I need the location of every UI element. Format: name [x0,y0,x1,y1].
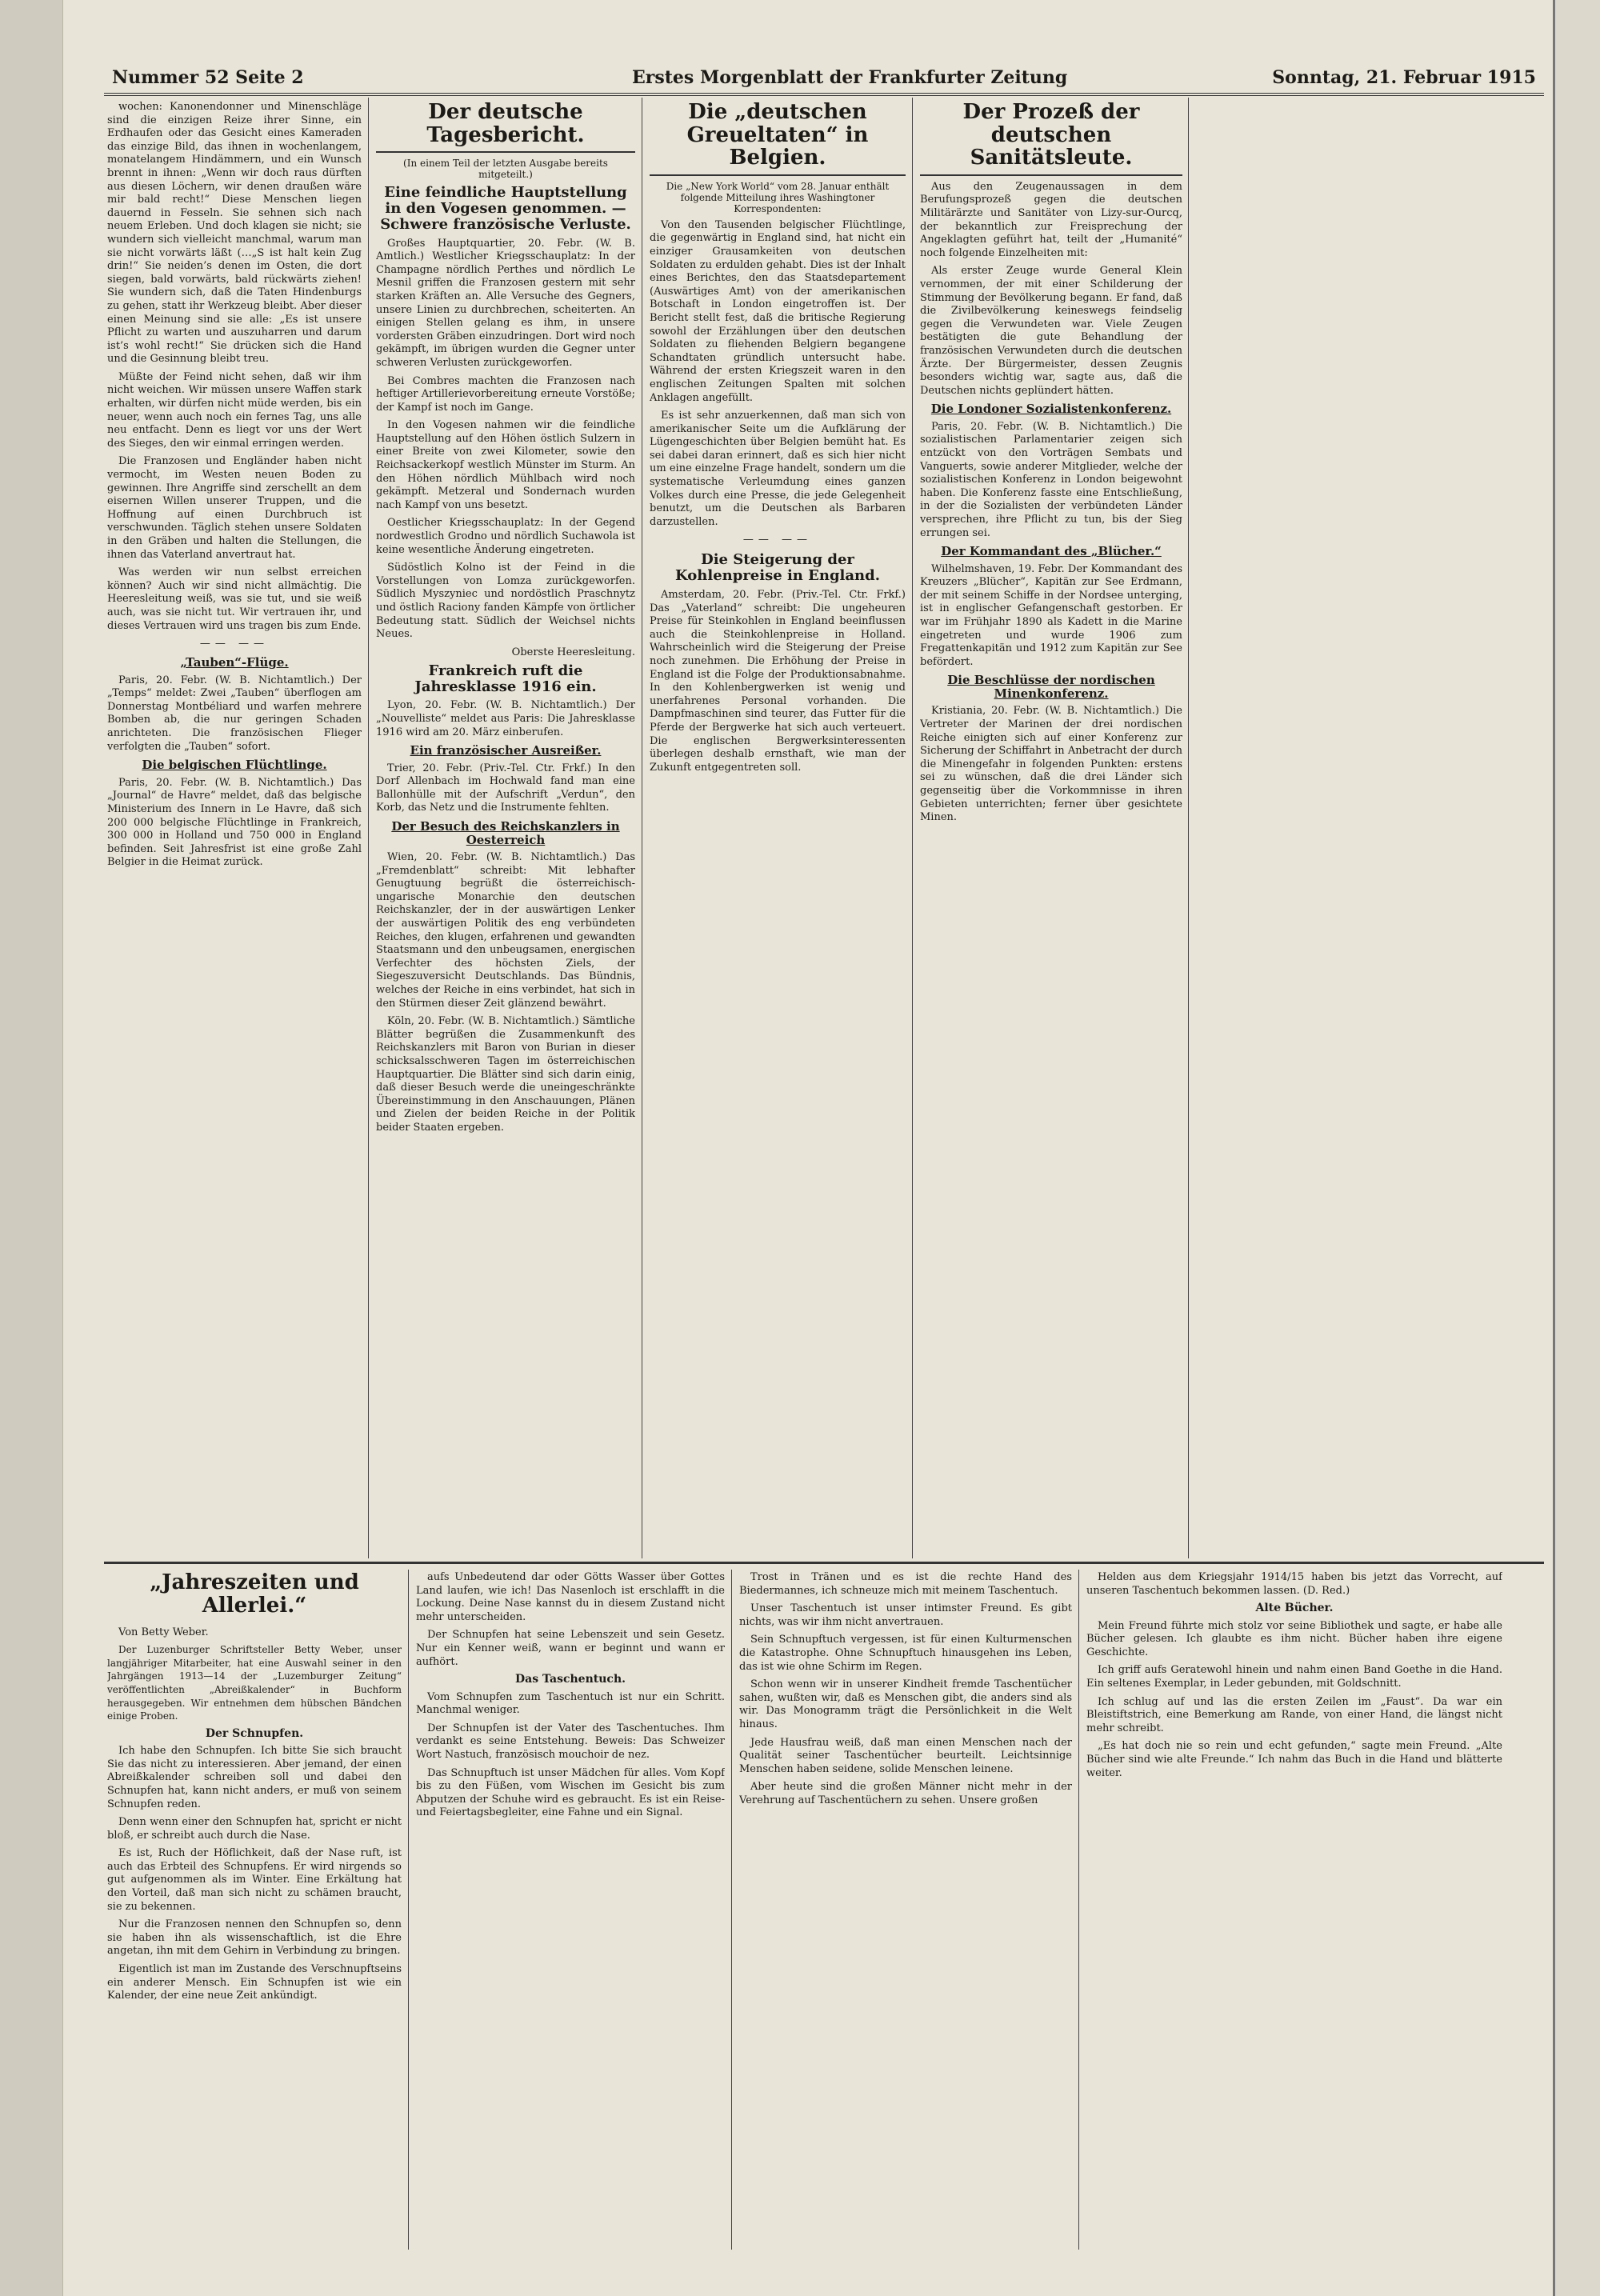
paragraph: wochen: Kanonendonner und Minenschläge sind die einzigen Reize ihrer Sinne, ein Erdhaufen oder das Gesicht eines Kameraden das einzige Bild, das ihnen in wochenlangem, monatelangem Hindämmern, und ein Wunsch brennt in ihnen: „Wenn wir doch raus dürften aus diesen Löchern, wir denen draußen wäre mir bald recht!“ Diese Menschen liegen dauernd in Fesseln. Sie sehnen sich nach neuem Erleben. Und doch klagen sie nicht; sie wundern sich vielleicht manchmal, warum man sie nicht vorwärts läßt (…„S ist halt kein Zug drin!“ Sie neiden’s denen im Osten, die dort siegen, bald vorwärts, bald rückwärts ziehen! Sie wundern sich, daß die Taten Hindenburgs zu gehen, statt ihr Werkzeug bleibt. Aber dieser einen Meinung sind sie alle: „Es ist unsere Pflicht zu warten und auszuharren und darum ist’s wohl recht!“ Sie drücken sich die Hand und die Gesinnung bleibt treu. [107,101,362,366]
feuilleton-column-2 [416,1571,725,2251]
paragraph: Kristiania, 20. Febr. (W. B. Nichtamtlich.) Die Vertreter der Marinen der drei nordischen Reiche einigten sich auf einer Konferenz zur Sicherung der Schiffahrt in Anbetracht der durch die Minengefahr in folgenden Punkten: erstens sei zu wünschen, daß die drei Länder sich gegenseitig über die Vorkommnisse in ihren Gebieten unterrichten; ferner über gesichtete Minen. [920,705,1182,824]
paragraph: Aus den Zeugenaussagen in dem Berufungsprozeß gegen die deutschen Militärärzte und Sanitäter von Lizy-sur-Ourcq, der bekanntlich zur Freisprechung der Angeklagten geführt hat, teilt der „Humanité“ noch folgende Einzelheiten mit: [920,180,1182,259]
feuilleton-title: „Jahreszeiten und Allerlei.“ [150,1571,359,1618]
paragraph: Bei Combres machten die Franzosen nach heftiger Artillerievorbereitung erneute Vorstöße; der Kampf ist noch im Gange. [376,374,635,414]
adjacent-page-edge [1553,0,1600,2296]
paragraph: Die Franzosen und Engländer haben nicht vermocht, im Westen neuen Boden zu gewinnen. Ihre Angriffe sind zerschellt an dem eisernen Willen unserer Truppen, und die Hoffnung auf einen Durchbruch ist verschwunden. Täglich stehen unsere Soldaten in den Gräben und halten die Stellungen, die ihnen das Vaterland anvertraut hat. [107,455,362,561]
paragraph: Unser Taschentuch ist unser intimster Freund. Es gibt nichts, was wir ihm nicht anvertrauen. [739,1602,1072,1628]
paragraph: Lyon, 20. Febr. (W. B. Nichtamtlich.) Der „Nouvelliste“ meldet aus Paris: Die Jahresklasse 1916 wird am 20. März einberufen. [376,699,635,738]
issue-date: Sonntag, 21. Februar 1915 [1272,67,1536,88]
paragraph: Aber heute sind die großen Männer nicht mehr in der Verehrung auf Taschentüchern zu sehen. Unsere großen [739,1781,1072,1806]
headline: Frankreich ruft die Jahresklasse 1916 ein. [414,662,597,695]
headline: Die Steigerung der Kohlenpreise in England. [675,551,880,585]
paragraph: Das Schnupftuch ist unser Mädchen für alles. Vom Kopf bis zu den Füßen, vom Wischen im Gesicht bis zum Abputzen der Schuhe wird es gebraucht. Es ist ein Reise- und Feiertagsbegleiter, eine Fahne und ein Signal. [416,1766,725,1819]
paragraph: Müßte der Feind nicht sehen, daß wir ihm nicht weichen. Wir müssen unsere Waffen stark erhalten, wir dürfen nicht müde werden, bis ein neuer, wenn auch noch ein fernes Tag, uns alle neu entfacht. Denn es liegt vor uns der Wert des Sieges, den wir einmal erringen werden. [107,370,362,450]
paragraph: Ich schlug auf und las die ersten Zeilen im „Faust“. Da war ein Bleistiftstrich, eine Bemerkung am Rande, von einer Hand, die längst nicht mehr schreibt. [1086,1695,1502,1734]
newspaper-title: Erstes Morgenblatt der Frankfurter Zeitung [632,67,1068,88]
paragraph: Von den Tausenden belgischer Flüchtlinge, die gegenwärtig in England sind, hat nicht ein einziger Grausamkeiten von deutschen Soldaten zu erdulden gehabt. Dies ist der Inhalt eines Berichtes, den das Staatsdepartement (Auswärtiges Amt) von der amerikanischen Botschaft in London eingetroffen ist. Der Bericht stellt fest, daß die britische Regierung sowohl der Erzählungen über den deutschen Soldaten zu fliehenden Belgiern begangene Schandtaten gründlich untersucht habe. Während der ersten Kriegszeit waren in den englischen Zeitungen Spalten mit solchen Anklagen angefüllt. [650,218,906,404]
article-column-2 [376,101,635,1555]
masthead [104,62,1544,96]
headline: „Tauben“-Flüge. [180,655,289,670]
headline: Ein französischer Ausreißer. [410,743,602,758]
page-number: Nummer 52 Seite 2 [112,67,304,88]
paragraph: „Es hat doch nie so rein und echt gefunden,“ sagte mein Freund. „Alte Bücher sind wie alte Freunde.“ Ich nahm das Buch in die Hand und blätterte weiter. [1086,1740,1502,1779]
article-title: Die „deutschen Greueltaten“ in Belgien. [650,101,906,176]
column-rule [731,1570,732,2250]
article-column-1 [107,101,362,1555]
paragraph: Vom Schnupfen zum Taschentuch ist nur ein Schritt. Manchmal weniger. [416,1690,725,1717]
paragraph: Wien, 20. Febr. (W. B. Nichtamtlich.) Das „Fremdenblatt“ schreibt: Mit lebhafter Genugtuung begrüßt die österreichisch-ungarische Monarchie den deutschen Reichskanzler, der in der auswärtigen Lenker der auswärtigen Politik des eng verbündeten Reiches, den klugen, erfahrenen und gewandten Staatsmann und den unbeugsamen, energischen Verfechter des höchsten Ziels, der Siegeszuversicht Deutschlands. Das Bündnis, welches der Reiche in eins verbindet, hat sich in den Stürmen dieser Zeit glänzend bewährt. [376,851,635,1010]
feuilleton-divider [104,1562,1544,1564]
signature: Oberste Heeresleitung. [511,646,635,658]
paragraph: Was werden wir nun selbst erreichen können? Auch wir sind nicht allmächtig. Die Heeresleitung weiß, was sie tut, und sie weiß auch, was sie nicht tut. Wir vertrauen ihr, und dieses Vertrauen wird uns tragen bis zum Ende. [107,566,362,632]
feuilleton-column-4 [1086,1571,1502,2251]
paragraph: Es ist, Ruch der Höflichkeit, daß der Nase ruft, ist auch das Erbteil des Schnupfens. Er wird nirgends so gut aufgenommen als im Winter. Eine Erkältung hat den Vorteil, daß man sich nicht zu schämen braucht, sie zu bekennen. [107,1847,402,1913]
article-note: Die „New York World“ vom 28. Januar enthält folgende Mitteilung ihres Washingtoner Korrespondenten: [666,180,890,214]
paragraph: Amsterdam, 20. Febr. (Priv.-Tel. Ctr. Frkf.) Das „Vaterland“ schreibt: Die ungeheuren Preise für Steinkohlen in England beeinflussen auch die Steinkohlenpreise in Holland. Wahrscheinlich wird die Steigerung der Preise noch zunehmen. Die Erhöhung der Preise in England ist die Folge der Produktionsabnahme. In den Kohlenbergwerken ist wenig und unerfahrenes Personal vorhanden. Die Dampfmaschinen sind teurer, das Futter für die Pferde der Bergwerke hat sich auch verteuert. Die englischen Bergwerksinteressenten überlegen deshalb ernsthaft, wie man der Zukunft entgegentreten soll. [650,589,906,774]
column-rule [912,98,913,1558]
paragraph: Südöstlich Kolno ist der Feind in die Vorstellungen von Lomza zurückgeworfen. Südlich Myszyniec und nordöstlich Praschnytz und östlich Raciony fanden Kämpfe von örtlicher Bedeutung statt. Südlich der Weichsel nichts Neues. [376,562,635,641]
paragraph: Der Luzenburger Schriftsteller Betty Weber, unser langjähriger Mitarbeiter, hat eine Auswahl seiner in den Jahrgängen 1913—14 der „Luzemburger Zeitung“ veröffentlichten „Abreißkalender“ in Buchform herausgegeben. Wir entnehmen dem hübschen Bändchen einige Proben. [107,1644,402,1722]
article-note: (In einem Teil der letzten Ausgabe bereits mitgeteilt.) [403,158,608,181]
paragraph: Nur die Franzosen nennen den Schnupfen so, denn sie haben ihn als wissenschaftlich, ist die Ehre angetan, ihn mit dem Gehirn in Verbindung zu bringen. [107,1918,402,1958]
paragraph: Paris, 20. Febr. (W. B. Nichtamtlich.) Die sozialistischen Parlamentarier zeigen sich entzückt von den Vorträgen Sembats und Vanguerts, sowie anderer Mitglieder, welche der sozialistischen Konferenz in London beigewohnt haben. Die Konferenz fasste eine Entschließung, in der die Sozialisten der verbündeten Länder versprechen, ihre Pflicht zu tun, bis der Sieg errungen sei. [920,420,1182,539]
paragraph: Oestlicher Kriegsschauplatz: In der Gegend nordwestlich Grodno und nördlich Suchawola ist keine wesentliche Änderung eingetreten. [376,517,635,556]
paragraph: Eigentlich ist man im Zustande des Verschnupftseins ein anderer Mensch. Ein Schnupfen ist wie ein Kalender, der eine neue Zeit ankündigt. [107,1963,402,2002]
paragraph: Köln, 20. Febr. (W. B. Nichtamtlich.) Sämtliche Blätter begrüßen die Zusammenkunft des Reichskanzlers mit Baron von Burian in dieser schicksalsschweren Tagen im österreichischen Hauptquartier. Die Blätter sind sich darin einig, daß dieser Besuch werde die uneingeschränkte Übereinstimmung in den Anschauungen, Plänen und Zielen der beiden Reiche in der Politik beider Staaten ergeben. [376,1015,635,1134]
section-heading: Alte Bücher. [1255,1602,1334,1615]
paragraph: Als erster Zeuge wurde General Klein vernommen, der mit einer Schilderung der Stimmung der Bevölkerung begann. Er fand, daß die Zivilbevölkerung keineswegs feindselig gegen die Verwundeten war. Viele Zeugen bestätigten die gute Behandlung der französischen Verwundeten durch die deutschen Ärzte. Der Bürgermeister, dessen Zeugnis besonders wichtig war, sagte aus, daß die Deutschen nichts geplündert hätten. [920,265,1182,397]
headline: Die Beschlüsse der nordischen Minenkonferenz. [947,673,1155,701]
article-column-4 [920,101,1182,1555]
article-title: Der Prozeß der deutschen Sanitätsleute. [920,101,1182,176]
column-rule [368,98,369,1558]
feuilleton-column-1 [107,1571,402,2251]
newspaper-sheet [104,62,1544,2254]
section-heading: Das Taschentuch. [514,1673,626,1686]
paragraph: Sein Schnupftuch vergessen, ist für einen Kulturmenschen die Katastrophe. Ohne Schnupftuch hinausgehen ins Leben, das ist wie ohne Schirm im Regen. [739,1634,1072,1673]
paragraph: In den Vogesen nahmen wir die feindliche Hauptstellung auf den Höhen östlich Sulzern in einer Breite von zwei Kilometer, sowie den Reichsackerkopf westlich Münster im Sturm. An den Höhen nördlich Mühlbach wird noch gekämpft. Metzeral und Sondernach wurden nach Kampf von uns besetzt. [376,419,635,511]
article-title: Der deutsche Tagesbericht. [376,101,635,153]
section-heading: Der Schnupfen. [205,1726,304,1740]
paragraph: Ich griff aufs Geratewohl hinein und nahm einen Band Goethe in die Hand. Ein seltenes Exemplar, in Leder gebunden, mit Goldschnitt. [1086,1664,1502,1690]
headline: Die Londoner Sozialistenkonferenz. [930,402,1172,417]
column-rule [408,1570,409,2250]
paragraph: Paris, 20. Febr. (W. B. Nichtamtlich.) Der „Temps“ meldet: Zwei „Tauben“ überflogen am Donnerstag Montbéliard und warfen mehrere Bomben ab, die nur geringen Schaden anrichteten. Die französischen Flieger verfolgten die „Tauben“ sofort. [107,674,362,753]
paragraph: Schon wenn wir in unserer Kindheit fremde Taschentücher sahen, wußten wir, daß es Menschen gibt, die anders sind als wir. Das Monogramm trägt die Persönlichkeit in die Welt hinaus. [739,1678,1072,1730]
feuilleton-column-3 [739,1571,1072,2251]
paragraph: Es ist sehr anzuerkennen, daß man sich von amerikanischer Seite um die Aufklärung der Lügengeschichten über Belgien bemüht hat. Es sei dabei daran erinnert, daß es sich hier nicht um eine einzelne Frage handelt, sondern um die systematische Verleumdung eines ganzen Volkes durch eine Presse, die jede Gelegenheit benutzt, um die Deutschen als Barbaren darzustellen. [650,410,906,528]
paragraph: Trost in Tränen und es ist die rechte Hand des Biedermannes, ich schneuze mich mit meinem Taschentuch. [739,1571,1072,1597]
paragraph: Der Schnupfen hat seine Lebenszeit und sein Gesetz. Nur ein Kenner weiß, wann er beginnt und wann er aufhört. [416,1629,725,1668]
paragraph: Ich habe den Schnupfen. Ich bitte Sie sich braucht Sie das nicht zu interessieren. Aber jemand, der einen Abreißkalender schreiben soll und dabei den Schnupfen hat, kann nicht anders, er muß von seinem Schnupfen reden. [107,1745,402,1810]
paragraph: Wilhelmshaven, 19. Febr. Der Kommandant des Kreuzers „Blücher“, Kapitän zur See Erdmann, der mit seinem Schiffe in der Nordsee unterging, ist in englischer Gefangenschaft gestorben. Er war im Frühjahr 1890 als Kadett in die Marine eingetreten und wurde 1906 zum Fregattenkapitän und 1912 zum Kapitän zur See befördert. [920,562,1182,668]
paragraph: Trier, 20. Febr. (Priv.-Tel. Ctr. Frkf.) In den Dorf Allenbach im Hochwald fand man eine Ballonhülle mit der Aufschrift „Verdun“, den Korb, das Netz und die Instrumente fehlten. [376,762,635,814]
section-divider: —— —— [742,534,813,546]
headline: Der Kommandant des „Blücher.“ [941,544,1162,559]
paragraph: Jede Hausfrau weiß, daß man einen Menschen nach der Qualität seiner Taschentücher beurteilt. Leichtsinnige Menschen haben seidene, solide Menschen leinene. [739,1736,1072,1775]
headline: Eine feindliche Hauptstellung in den Vogesen genommen. — Schwere französische Verluste. [380,184,631,233]
paragraph: Denn wenn einer den Schnupfen hat, spricht er nicht bloß, er schreibt auch durch die Nase. [107,1816,402,1842]
paragraph: Großes Hauptquartier, 20. Febr. (W. B. Amtlich.) Westlicher Kriegsschauplatz: In der Champagne nördlich Perthes und nördlich Le Mesnil griffen die Franzosen gestern mit sehr starken Kräften an. Alle Versuche des Gegners, unsere Linien zu durchbrechen, scheiterten. An einigen Stellen gelang es ihm, in unsere vordersten Gräben einzudringen. Dort wird noch gekämpft, im übrigen wurden die Gegner unter schweren Verlusten zurückgeworfen. [376,237,635,369]
article-column-3 [650,101,906,1555]
column-rule [1188,98,1189,1558]
paragraph: Mein Freund führte mich stolz vor seine Bibliothek und sagte, er habe alle Bücher gelesen. Ich glaubte es ihm nicht. Bücher haben ihre eigene Geschichte. [1086,1619,1502,1658]
section-divider: —— —— [199,638,270,650]
paragraph: aufs Unbedeutend dar oder Götts Wasser über Gottes Land laufen, wie ich! Das Nasenloch ist erschlafft in die Lockung. Deine Nase kannst du in diesem Zustand nicht mehr unterscheiden. [416,1571,725,1623]
headline: Der Besuch des Reichskanzlers in Oesterreich [391,819,620,847]
column-rule [1078,1570,1079,2250]
binding-gutter [0,0,63,2296]
paragraph: Der Schnupfen ist der Vater des Taschentuches. Ihm verdankt es seine Entstehung. Beweis: Das Schweizer Wort Nastuch, französisch mouchoir de nez. [416,1722,725,1761]
paragraph: Paris, 20. Febr. (W. B. Nichtamtlich.) Das „Journal“ de Havre“ meldet, daß das belgische Ministerium des Innern in Le Havre, daß sich 200 000 belgische Flüchtlinge in Frankreich, 300 000 in Holland und 750 000 in England befinden. Seit Jahresfrist ist eine große Zahl Belgier in die Heimat zurück. [107,776,362,869]
author-byline: Von Betty Weber. [118,1626,209,1639]
paragraph: Helden aus dem Kriegsjahr 1914/15 haben bis jetzt das Vorrecht, auf unseren Taschentuch bekommen lassen. (D. Red.) [1086,1571,1502,1597]
headline: Die belgischen Flüchtlinge. [142,758,327,773]
